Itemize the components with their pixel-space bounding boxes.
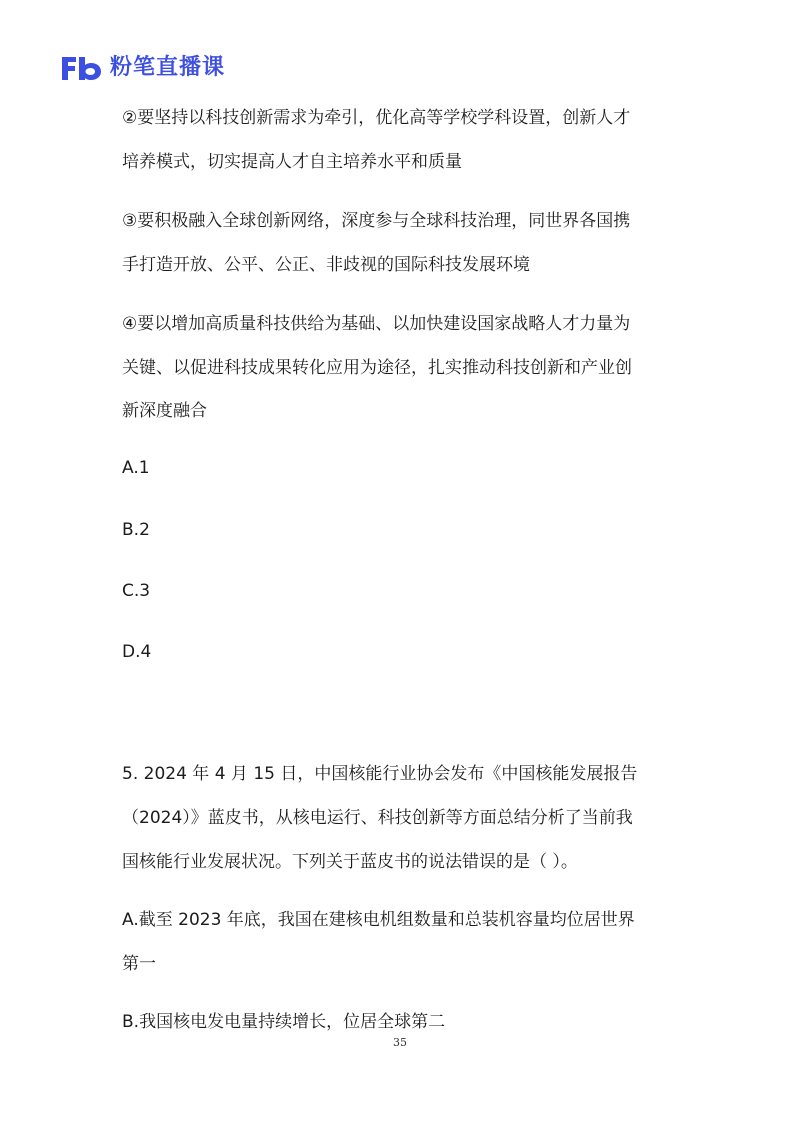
fb-logo-icon bbox=[60, 53, 104, 83]
statement-3-line-1: ③要积极融入全球创新网络，深度参与全球科技治理，同世界各国携 bbox=[122, 211, 631, 231]
question-5-line-2: （2024）》蓝皮书，从核电运行、科技创新等方面总结分析了当前我 bbox=[122, 808, 633, 828]
brand-name: 粉笔直播课 bbox=[110, 55, 226, 80]
answer-option-d: D.4 bbox=[122, 642, 152, 662]
question-5-option-a-line-1: A.截至 2023 年底，我国在建核电机组数量和总装机容量均位居世界 bbox=[122, 910, 635, 930]
question-5-line-3: 国核能行业发展状况。下列关于蓝皮书的说法错误的是（ ）。 bbox=[122, 852, 578, 872]
page-header bbox=[60, 50, 225, 86]
question-5-option-a-line-2: 第一 bbox=[122, 954, 156, 974]
answer-option-a: A.1 bbox=[122, 458, 150, 478]
answer-option-b: B.2 bbox=[122, 520, 150, 540]
page-number: 35 bbox=[393, 1036, 407, 1049]
statement-2-line-1: ②要坚持以科技创新需求为牵引，优化高等学校学科设置，创新人才 bbox=[122, 108, 631, 128]
statement-4-line-1: ④要以增加高质量科技供给为基础、以加快建设国家战略人才力量为 bbox=[122, 314, 631, 334]
question-5-option-b: B.我国核电发电量持续增长，位居全球第二 bbox=[122, 1012, 446, 1032]
question-5-line-1: 5. 2024 年 4 月 15 日，中国核能行业协会发布《中国核能发展报告 bbox=[122, 764, 638, 784]
statement-2-line-2: 培养模式，切实提高人才自主培养水平和质量 bbox=[122, 152, 462, 172]
statement-3-line-2: 手打造开放、公平、公正、非歧视的国际科技发展环境 bbox=[122, 255, 530, 275]
answer-option-c: C.3 bbox=[122, 581, 151, 601]
statement-4-line-3: 新深度融合 bbox=[122, 401, 207, 421]
statement-4-line-2: 关键、以促进科技成果转化应用为途径，扎实推动科技创新和产业创 bbox=[122, 358, 632, 378]
